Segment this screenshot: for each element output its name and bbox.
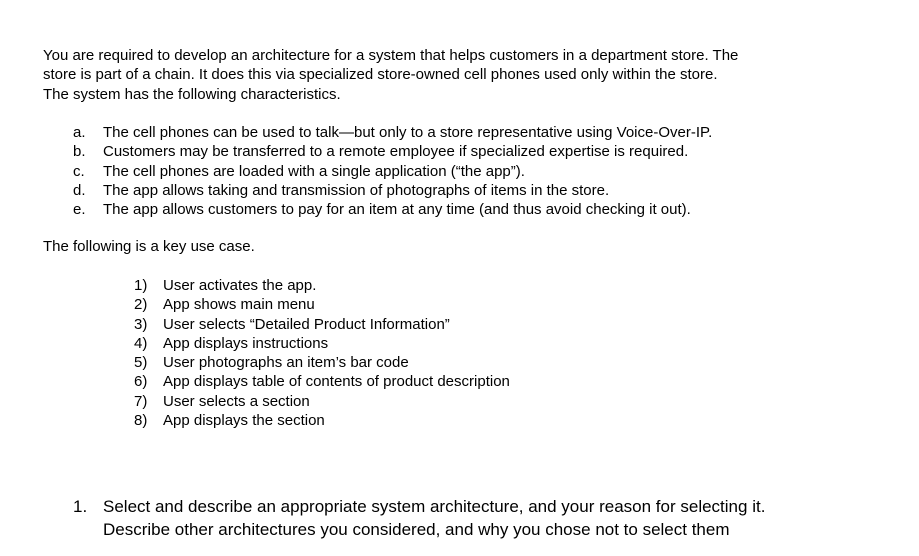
- characteristics-list: [73, 123, 712, 219]
- list-marker: a.: [73, 124, 86, 141]
- characteristic-item: [73, 142, 712, 161]
- step-text: App shows main menu: [163, 296, 315, 314]
- step-marker: 4): [134, 334, 148, 352]
- question-line: Select and describe an appropriate system architecture, and your reason for selecting it.: [103, 497, 766, 516]
- use-case-step: [134, 392, 510, 411]
- intro-line: You are required to develop an architecture for a system that helps customers in a department store. The: [43, 47, 739, 64]
- list-marker: b.: [73, 143, 86, 161]
- use-case-step: [134, 353, 510, 372]
- step-text: User photographs an item’s bar code: [163, 354, 409, 372]
- characteristic-item: [73, 162, 712, 181]
- step-marker: 2): [134, 296, 148, 314]
- list-marker: c.: [73, 162, 85, 180]
- characteristic-text: The cell phones are loaded with a single application (“the app”).: [103, 162, 525, 180]
- step-marker: 7): [134, 392, 148, 410]
- use-case-step: [134, 276, 510, 295]
- step-text: App displays table of contents of product description: [163, 373, 510, 391]
- question-line: Describe other architectures you considered, and why you chose not to select them: [103, 520, 730, 539]
- question-marker: 1.: [73, 497, 88, 516]
- step-marker: 3): [134, 315, 148, 333]
- step-text: App displays the section: [163, 412, 325, 430]
- list-marker: d.: [73, 181, 86, 199]
- use-case-step: [134, 315, 510, 334]
- step-text: App displays instructions: [163, 334, 329, 352]
- characteristic-text: Customers may be transferred to a remote employee if specialized expertise is required.: [103, 143, 689, 161]
- use-case-steps: [134, 276, 510, 430]
- question-item: [73, 495, 765, 541]
- characteristic-text: The app allows taking and transmission of photographs of items in the store.: [103, 181, 610, 199]
- characteristic-item: [73, 181, 712, 200]
- intro-paragraph: [43, 46, 843, 104]
- characteristic-item: [73, 200, 712, 219]
- step-text: User activates the app.: [163, 277, 317, 294]
- step-marker: 5): [134, 354, 148, 372]
- list-marker: e.: [73, 201, 86, 219]
- step-marker: 1): [134, 277, 148, 294]
- intro-line: The system has the following characteristics.: [43, 85, 341, 103]
- use-case-step: [134, 334, 510, 353]
- step-marker: 8): [134, 412, 148, 430]
- use-case-step: [134, 411, 510, 430]
- step-text: User selects “Detailed Product Information”: [163, 315, 450, 333]
- step-marker: 6): [134, 373, 148, 391]
- characteristic-item: [73, 123, 712, 142]
- use-case-step: [134, 372, 510, 391]
- use-case-step: [134, 295, 510, 314]
- step-text: User selects a section: [163, 392, 310, 410]
- use-case-intro: The following is a key use case.: [43, 238, 255, 255]
- characteristic-text: The app allows customers to pay for an item at any time (and thus avoid checking it out).: [103, 201, 691, 219]
- intro-line: store is part of a chain. It does this via specialized store-owned cell phones used only within the store.: [43, 66, 718, 84]
- characteristic-text: The cell phones can be used to talk—but only to a store representative using Voice-Over-IP.: [103, 124, 713, 141]
